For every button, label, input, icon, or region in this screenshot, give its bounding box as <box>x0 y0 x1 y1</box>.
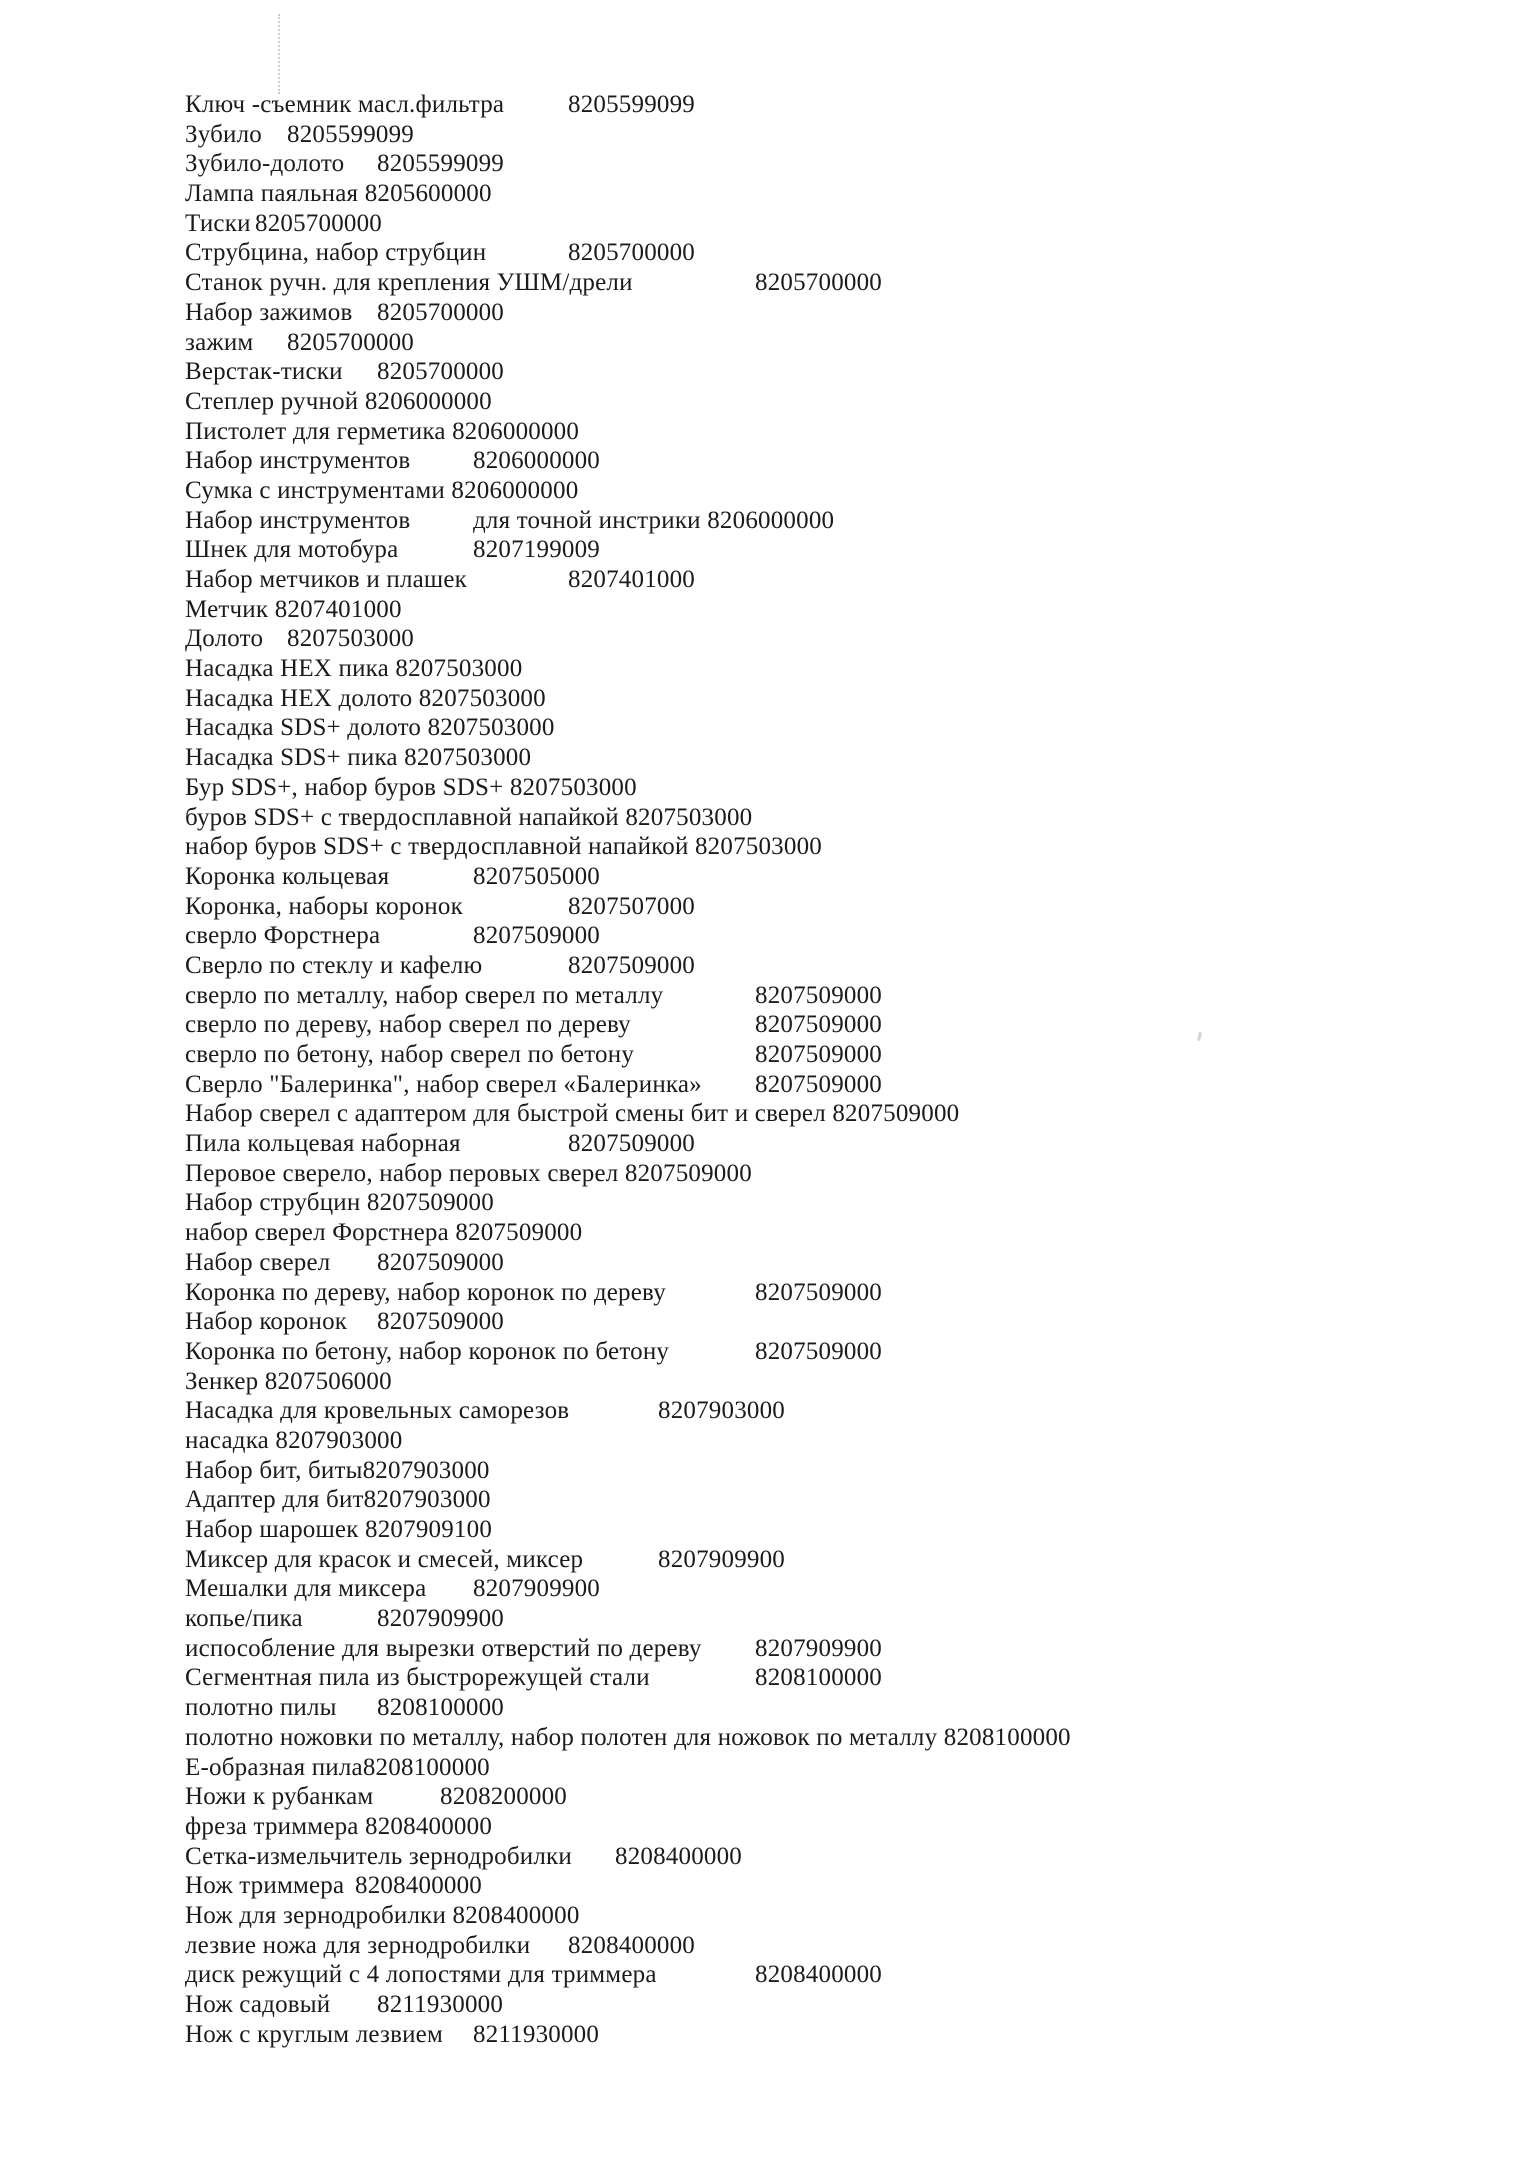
list-item <box>185 743 1071 773</box>
item-code: 8207909900 <box>658 1545 785 1573</box>
list-item <box>185 713 1071 743</box>
item-name: сверло по бетону, набор сверел по бетону <box>185 1041 635 1068</box>
list-item <box>185 1367 1071 1397</box>
item-name: Набор коронок <box>185 1308 348 1336</box>
item-name: Насадка для кровельных саморезов <box>185 1397 570 1425</box>
item-code: 8208400000 <box>755 1961 882 1989</box>
item-name: Насадка SDS+ пика <box>185 744 398 772</box>
item-list <box>185 90 1071 2049</box>
item-code: 8207507000 <box>568 892 695 920</box>
item-name: сверло по металлу, набор сверел по металлу <box>185 981 664 1009</box>
item-name: Набор инструментов <box>185 447 411 475</box>
list-item <box>185 1218 1071 1248</box>
item-code: 8207509000 <box>755 1041 882 1068</box>
list-item <box>185 1040 1071 1070</box>
item-code: 8208100000 <box>362 1753 490 1781</box>
item-name: буров SDS+ с твердосплавной напайкой <box>185 803 619 831</box>
list-item <box>185 803 1071 833</box>
item-name: Набор инструментов <box>185 506 411 534</box>
item-code: 8206000000 <box>451 476 579 504</box>
item-code: 8207199009 <box>473 536 600 564</box>
list-item <box>185 268 1071 298</box>
list-item <box>185 1812 1071 1842</box>
list-item <box>185 90 1071 120</box>
item-name: Коронка, наборы коронок <box>185 892 463 920</box>
item-code: 8208400000 <box>452 1901 580 1929</box>
item-name: Нож триммера <box>185 1872 345 1900</box>
list-item <box>185 120 1071 150</box>
item-name: Набор шарошек <box>185 1516 359 1543</box>
item-name: зажим <box>185 328 254 356</box>
item-name: Адаптер для бит <box>185 1486 364 1514</box>
list-item <box>185 1604 1071 1634</box>
item-code: 8208400000 <box>355 1872 482 1900</box>
item-code: 8208200000 <box>440 1783 567 1811</box>
list-item <box>185 1099 1071 1129</box>
list-item <box>185 1010 1071 1040</box>
list-item <box>185 179 1071 209</box>
item-name: Сверло "Балеринка", набор сверел «Балеринка» <box>185 1070 702 1098</box>
list-item <box>185 1485 1071 1515</box>
list-item <box>185 506 1071 536</box>
item-name: лезвие ножа для зернодробилки <box>185 1931 531 1959</box>
item-code: 8207909900 <box>377 1605 504 1633</box>
scan-artifact-speck <box>1197 1032 1202 1041</box>
list-item <box>185 298 1071 328</box>
list-item <box>185 1842 1071 1872</box>
item-name: Зенкер <box>185 1367 259 1395</box>
item-name: Пила кольцевая наборная <box>185 1130 461 1158</box>
list-item <box>185 565 1071 595</box>
item-code: 8207503000 <box>404 744 532 772</box>
item-code: 8207401000 <box>568 566 695 593</box>
list-item <box>185 1753 1071 1783</box>
list-item <box>185 476 1071 506</box>
item-code: 8207509000 <box>755 981 882 1009</box>
item-code: 8206000000 <box>473 447 600 475</box>
item-code: 8207509000 <box>832 1100 960 1128</box>
item-code: 8207903000 <box>275 1426 403 1454</box>
item-name: Набор сверел с адаптером для быстрой смены бит и сверел <box>185 1100 826 1128</box>
list-item <box>185 1159 1071 1189</box>
item-name: Мешалки для миксера <box>185 1575 427 1603</box>
item-code: 8207509000 <box>377 1308 504 1336</box>
item-name: Струбцина, набор струбцин <box>185 239 487 267</box>
list-item <box>185 1931 1071 1961</box>
item-name: Ножи к рубанкам <box>185 1783 374 1811</box>
item-code: 8205599099 <box>377 150 504 178</box>
item-code: 8207509000 <box>755 1011 882 1039</box>
item-name: Зубило <box>185 120 262 148</box>
item-name: Сетка-измельчитель зернодробилки <box>185 1842 572 1870</box>
item-name: набор буров SDS+ с твердосплавной напайкой <box>185 833 689 861</box>
item-name: испособление для вырезки отверстий по дереву <box>185 1634 702 1662</box>
item-code: 8205700000 <box>287 328 414 356</box>
item-name: Сверло по стеклу и кафелю <box>185 951 483 979</box>
item-code: 8205700000 <box>568 239 695 267</box>
list-item <box>185 1990 1071 2020</box>
list-item <box>185 1129 1071 1159</box>
item-code: 8205600000 <box>364 180 492 208</box>
item-code: 8207503000 <box>694 833 822 861</box>
list-item <box>185 1871 1071 1901</box>
item-code: 8207506000 <box>264 1367 392 1395</box>
list-item <box>185 149 1071 179</box>
item-name: насадка <box>185 1426 269 1454</box>
item-name: Набор метчиков и плашек <box>185 566 468 593</box>
item-name: Набор сверел <box>185 1248 331 1276</box>
item-name: Сегментная пила из быстрорежущей стали <box>185 1664 650 1692</box>
item-name: Верстак-тиски <box>185 358 343 386</box>
item-name: Нож для зернодробилки <box>185 1901 447 1929</box>
item-code: 8207503000 <box>427 714 555 742</box>
item-code: 8211930000 <box>377 1991 504 2018</box>
list-item <box>185 209 1071 239</box>
list-item <box>185 1634 1071 1664</box>
item-name: Коронка по бетону, набор коронок по бетону <box>185 1337 670 1365</box>
item-name: Набор струбцин <box>185 1189 361 1217</box>
item-code: 8206000000 <box>707 506 835 534</box>
scan-artifact-dotted-line <box>278 14 280 94</box>
item-code: 8208100000 <box>755 1664 882 1692</box>
item-name: сверло Форстнера <box>185 922 381 950</box>
list-item <box>185 892 1071 922</box>
item-name: полотно ножовки по металлу, набор полотен для ножовок по металлу <box>185 1723 938 1751</box>
item-code: 8206000000 <box>452 417 580 445</box>
list-item <box>185 624 1071 654</box>
list-item <box>185 981 1071 1011</box>
item-name: фреза триммера <box>185 1812 359 1840</box>
item-code: 8207509000 <box>568 951 695 979</box>
item-name: Перовое сверело, набор перовых сверел <box>185 1159 619 1187</box>
item-name: Е-образная пила <box>185 1753 363 1781</box>
list-item <box>185 1396 1071 1426</box>
item-code: 8207503000 <box>395 655 523 683</box>
item-code: 8206000000 <box>364 387 492 415</box>
list-item <box>185 417 1071 447</box>
item-code: 8207401000 <box>274 595 402 623</box>
list-item <box>185 1782 1071 1812</box>
list-item <box>185 357 1071 387</box>
item-code: 8207509000 <box>755 1337 882 1365</box>
list-item <box>185 1574 1071 1604</box>
item-name: Ключ -съемник масл.фильтра <box>185 91 505 118</box>
item-code: 8207509000 <box>755 1070 882 1098</box>
list-item <box>185 1307 1071 1337</box>
item-name: диск режущий с 4 лопостями для триммера <box>185 1961 657 1989</box>
item-code: 8207909900 <box>473 1575 600 1603</box>
list-item <box>185 921 1071 951</box>
item-code: 8207509000 <box>755 1278 882 1306</box>
list-item <box>185 535 1071 565</box>
list-item <box>185 1070 1071 1100</box>
item-code: 8207903000 <box>658 1397 785 1425</box>
item-code: 8207903000 <box>362 1456 490 1484</box>
item-name: Метчик <box>185 595 269 623</box>
item-code: 8208400000 <box>365 1812 493 1840</box>
item-name: Шнек для мотобура <box>185 536 399 564</box>
item-code: 8207909900 <box>755 1634 882 1662</box>
item-name: Насадка HEX пика <box>185 655 389 683</box>
item-name: Коронка кольцевая <box>185 862 390 890</box>
list-item <box>185 1426 1071 1456</box>
item-code: 8205599099 <box>287 120 414 148</box>
list-item <box>185 832 1071 862</box>
item-name: Насадка HEX долото <box>185 684 413 712</box>
item-name: Бур SDS+, набор буров SDS+ <box>185 773 504 801</box>
item-name: Степлер ручной <box>185 387 359 415</box>
list-item <box>185 1337 1071 1367</box>
item-code: 8207509000 <box>377 1248 504 1276</box>
item-name: Насадка SDS+ долото <box>185 714 422 742</box>
item-code: 8207509000 <box>568 1130 695 1158</box>
list-item <box>185 446 1071 476</box>
list-item <box>185 1188 1071 1218</box>
item-name: Пистолет для герметика <box>185 417 446 445</box>
item-name: Набор зажимов <box>185 298 353 326</box>
item-name: набор сверел Форстнера <box>185 1219 449 1247</box>
item-code: 8207909100 <box>365 1516 493 1543</box>
item-note: для точной инстрики <box>473 506 708 534</box>
item-code: 8205700000 <box>377 358 504 386</box>
item-code: 8207503000 <box>509 773 637 801</box>
item-code: 8207505000 <box>473 862 600 890</box>
item-name: Коронка по дереву, набор коронок по дереву <box>185 1278 666 1306</box>
item-code: 8207509000 <box>624 1159 752 1187</box>
item-name: полотно пилы <box>185 1694 337 1722</box>
list-item <box>185 684 1071 714</box>
list-item <box>185 1723 1071 1753</box>
list-item <box>185 862 1071 892</box>
item-name: копье/пика <box>185 1605 303 1633</box>
item-name: Станок ручн. для крепления УШМ/дрели <box>185 269 633 297</box>
list-item <box>185 2020 1071 2050</box>
item-name: Нож с круглым лезвием <box>185 2020 443 2048</box>
list-item <box>185 238 1071 268</box>
item-code: 8207503000 <box>625 803 753 831</box>
list-item <box>185 387 1071 417</box>
item-code: 8205700000 <box>755 269 882 297</box>
list-item <box>185 1456 1071 1486</box>
list-item <box>185 328 1071 358</box>
list-item <box>185 1545 1071 1575</box>
item-code: 8205700000 <box>377 298 504 326</box>
item-name: Нож садовый <box>185 1991 331 2018</box>
item-code: 8205599099 <box>568 91 695 118</box>
list-item <box>185 1515 1071 1545</box>
item-code: 8207903000 <box>363 1486 491 1514</box>
item-code: 8207509000 <box>455 1219 583 1247</box>
list-item <box>185 1693 1071 1723</box>
item-name: сверло по дереву, набор сверел по дереву <box>185 1011 631 1039</box>
list-item <box>185 654 1071 684</box>
item-name: Миксер для красок и смесей, миксер <box>185 1545 584 1573</box>
item-name: Набор бит, биты <box>185 1456 363 1484</box>
item-name: Сумка с инструментами <box>185 476 445 504</box>
item-code: 8208100000 <box>943 1723 1071 1751</box>
item-code: 8208400000 <box>568 1931 695 1959</box>
item-code: 8208400000 <box>615 1842 742 1870</box>
list-item <box>185 1960 1071 1990</box>
list-item <box>185 595 1071 625</box>
item-name: Долото <box>185 625 264 653</box>
item-name: Тиски <box>185 209 251 237</box>
item-code: 8208100000 <box>377 1694 504 1722</box>
item-name: Лампа паяльная <box>185 180 359 208</box>
item-name: Зубило-долото <box>185 150 345 178</box>
list-item <box>185 1663 1071 1693</box>
list-item <box>185 773 1071 803</box>
item-code: 8207509000 <box>366 1189 494 1217</box>
item-code: 8207503000 <box>418 684 546 712</box>
item-code: 8205700000 <box>255 209 382 237</box>
item-code: 8211930000 <box>473 2020 600 2048</box>
list-item <box>185 1278 1071 1308</box>
item-code: 8207509000 <box>473 922 600 950</box>
item-code: 8207503000 <box>287 625 414 653</box>
list-item <box>185 951 1071 981</box>
list-item <box>185 1248 1071 1278</box>
list-item <box>185 1901 1071 1931</box>
